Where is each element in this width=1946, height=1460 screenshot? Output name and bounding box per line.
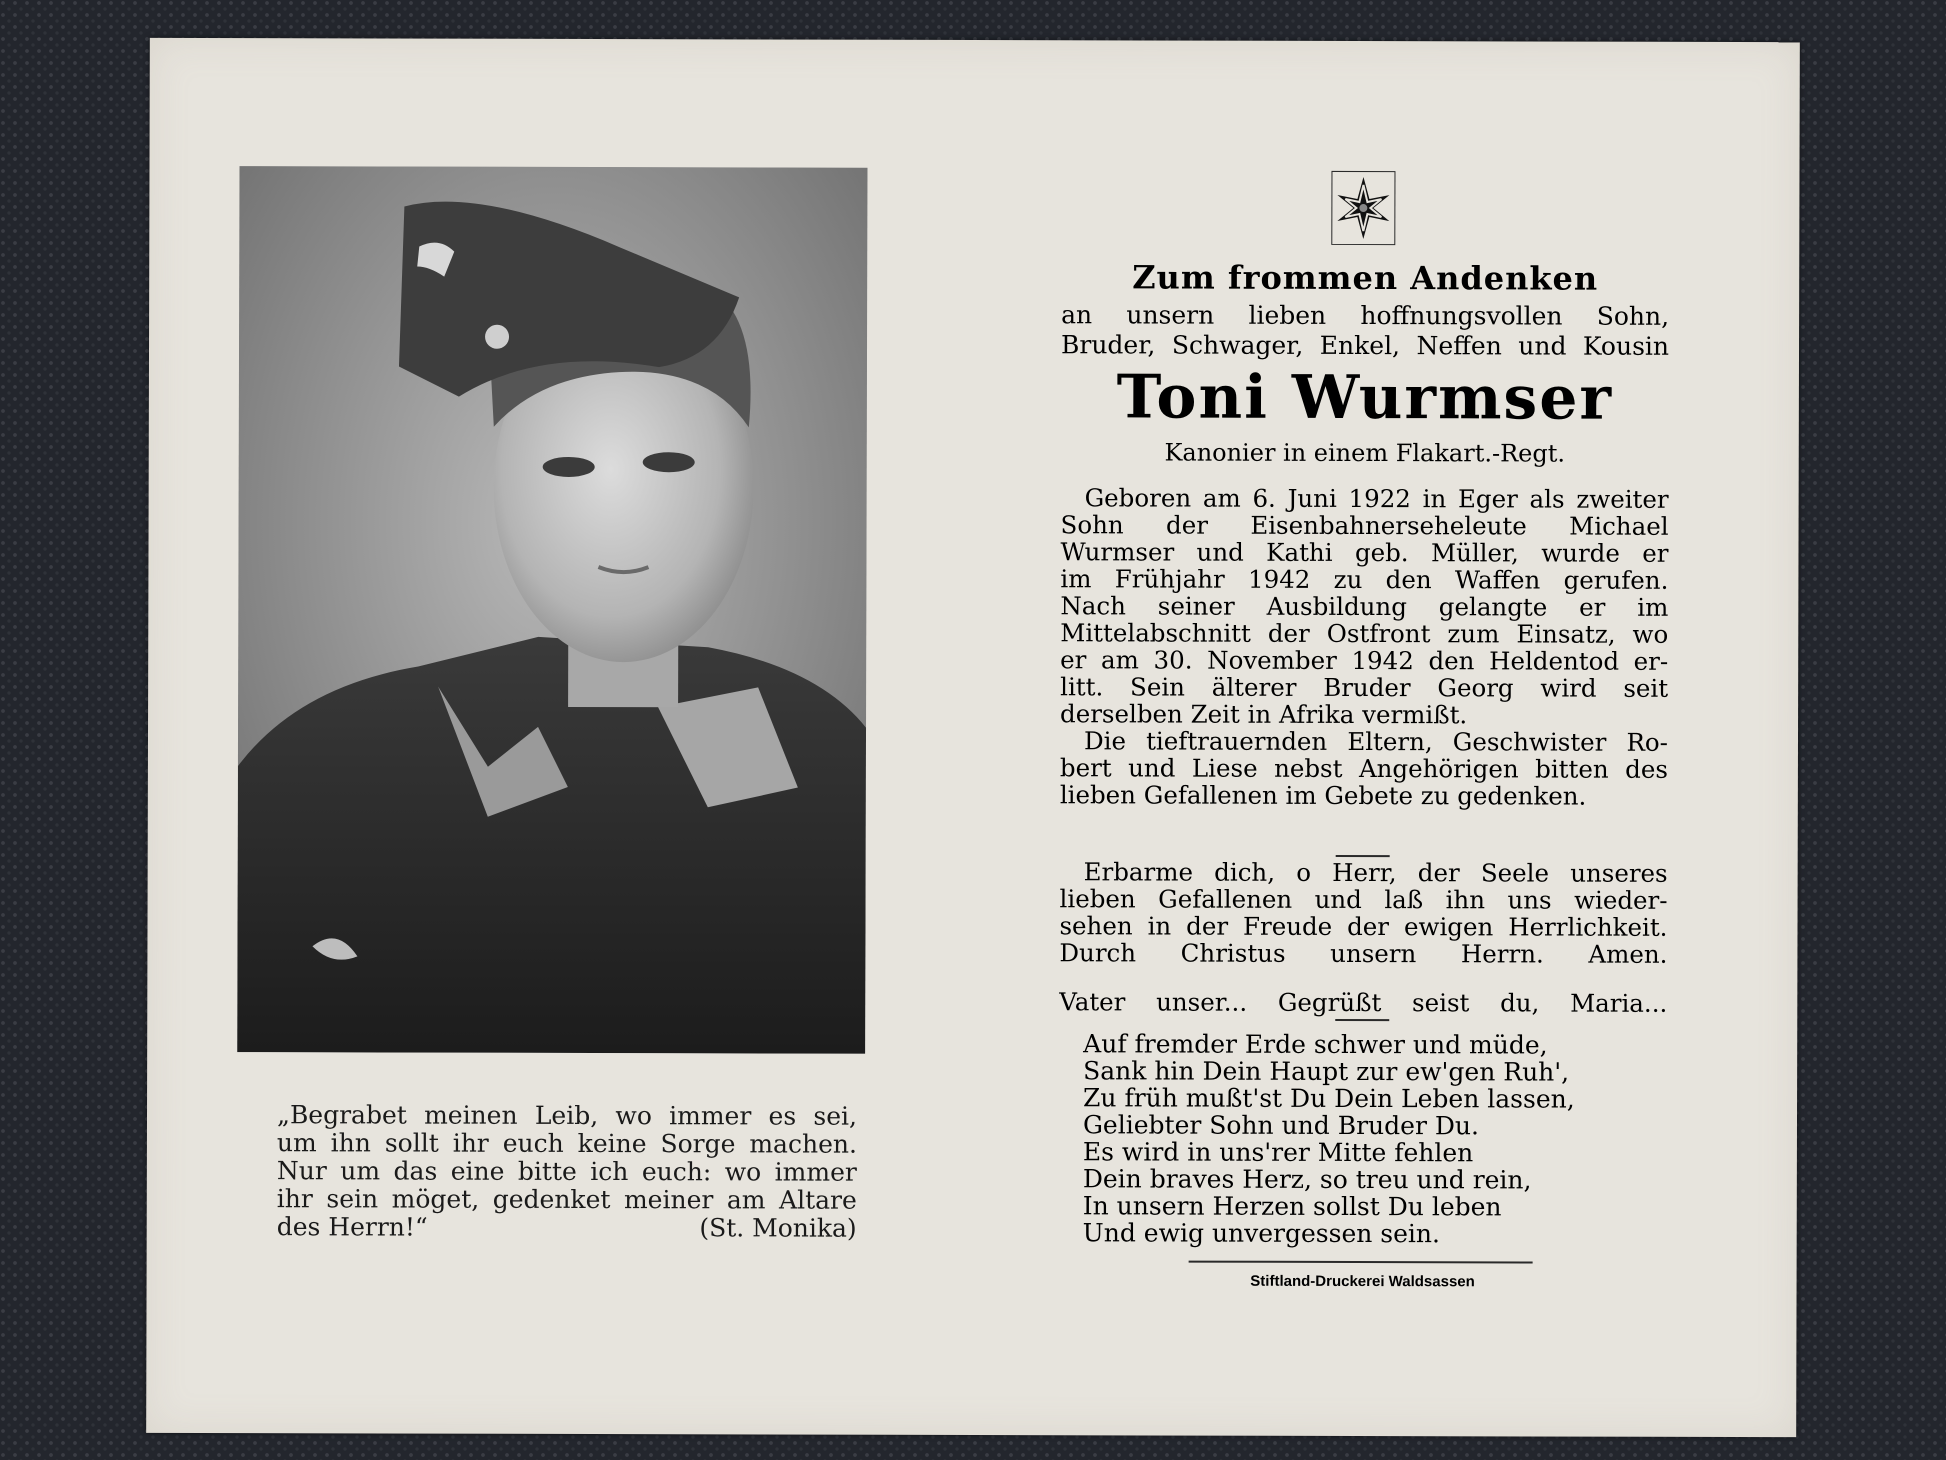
bio-line: Nach seiner Ausbildung gelangte er im: [1060, 591, 1669, 622]
quote-line: „Begrabet meinen Leib, wo immer es sei,: [276, 1100, 858, 1131]
poem-line: Dein braves Herz, so treu und rein,: [1082, 1164, 1532, 1195]
divider: [1335, 1019, 1389, 1021]
card-heading: Zum frommen Andenken: [1132, 258, 1599, 298]
intro-line: Bruder, Schwager, Enkel, Neffen und Kousin: [1060, 330, 1670, 361]
intro-text: [1061, 300, 1669, 362]
quote-source: (St. Monika): [699, 1213, 857, 1243]
bio-line: im Frühjahr 1942 zu den Waffen gerufen.: [1060, 564, 1669, 595]
family-line: bert und Liese nebst Angehörigen bitten des: [1059, 753, 1668, 784]
poem-line: Auf fremder Erde schwer und müde,: [1083, 1029, 1548, 1060]
footer-rule: [1189, 1261, 1533, 1263]
bio-line: Mittelabschnitt der Ostfront zum Einsatz, wo: [1060, 618, 1669, 649]
quote-ending: des Herrn!“: [276, 1212, 428, 1242]
quote-block: [277, 1101, 857, 1243]
prayer-line: Erbarme dich, o Herr, der Seele unseres: [1083, 857, 1668, 888]
poem-line: Geliebter Sohn und Bruder Du.: [1082, 1110, 1480, 1141]
bio-line: derselben Zeit in Afrika vermißt.: [1060, 699, 1468, 730]
iron-cross-icon: [1331, 171, 1395, 245]
poem-line: Und ewig unvergessen sein.: [1082, 1218, 1441, 1249]
printer-credit: Stiftland-Druckerei Waldsassen: [1250, 1272, 1475, 1291]
prayer-closing-line: Vater unser... Gegrüßt seist du, Maria...: [1059, 987, 1668, 1018]
poem-line: Sank hin Dein Haupt zur ew'gen Ruh',: [1083, 1056, 1570, 1087]
quote-line: ihr sein möget, gedenket meiner am Altare: [276, 1184, 857, 1215]
intro-line: an unsern lieben hoffnungsvollen Sohn,: [1061, 300, 1670, 331]
poem-text: [1059, 1030, 1668, 1248]
family-line: Die tieftrauernden Eltern, Geschwister Ro-: [1083, 726, 1669, 757]
bio-line: litt. Sein älterer Bruder Georg wird seit: [1060, 672, 1669, 703]
family-line: lieben Gefallenen im Gebete zu gedenken.: [1059, 780, 1587, 811]
prayer-line: Durch Christus unsern Herrn. Amen.: [1059, 938, 1668, 969]
prayer-closing: [1059, 988, 1667, 1017]
military-rank: Kanonier in einem Flakart.-Regt.: [1164, 438, 1566, 468]
biography-text: [1060, 484, 1669, 810]
bio-line: Sohn der Eisenbahnerseheleute Michael: [1060, 510, 1669, 541]
prayer-text: [1059, 858, 1667, 968]
poem-line: In unsern Herzen sollst Du leben: [1082, 1191, 1502, 1222]
portrait-photo: [237, 166, 867, 1054]
quote-line: um ihn sollt ihr euch keine Sorge machen.: [276, 1128, 857, 1159]
bio-line: Wurmser und Kathi geb. Müller, wurde er: [1060, 537, 1669, 568]
bio-line: er am 30. November 1942 den Heldentod er-: [1060, 645, 1669, 676]
quote-last-line: [277, 1213, 857, 1243]
prayer-line: lieben Gefallenen und laß ihn uns wieder-: [1059, 884, 1668, 915]
deceased-name: Toni Wurmser: [1116, 362, 1614, 434]
quote-line: Nur um das eine bitte ich euch: wo immer: [276, 1156, 857, 1187]
poem-line: Zu früh mußt'st Du Dein Leben lassen,: [1083, 1083, 1575, 1114]
divider: [1336, 855, 1390, 857]
prayer-line: sehen in der Freude der ewigen Herrlichkeit.: [1059, 911, 1668, 942]
poem-line: Es wird in uns'rer Mitte fehlen: [1082, 1137, 1474, 1168]
bio-line: Geboren am 6. Juni 1922 in Eger als zweiter: [1084, 483, 1669, 514]
memorial-card: [146, 38, 1800, 1437]
